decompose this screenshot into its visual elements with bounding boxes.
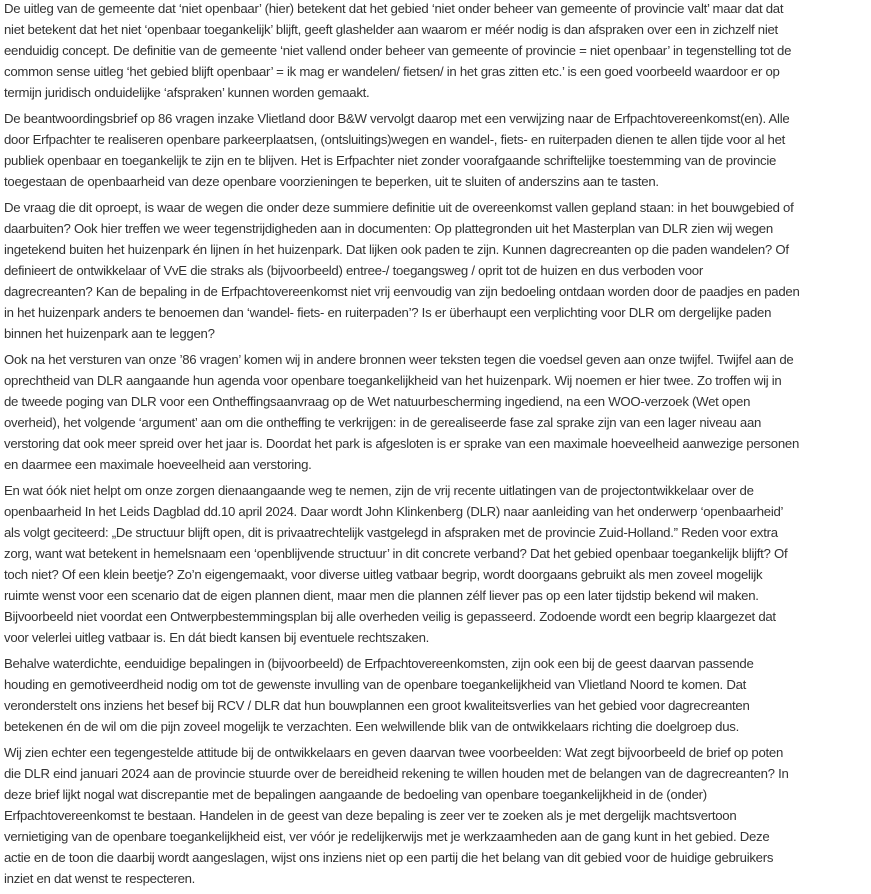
text-line: en daarmee een maximale hoeveelheid aan verstoring. bbox=[4, 457, 312, 472]
text-line: daarbuiten? Ook hier treffen we weer tegenstrijdigheden aan in documenten: Op plattegronden uit het Masterplan van DLR zien wij wegen bbox=[4, 221, 773, 236]
text-line: vernietiging van de openbare toegankelijkheid eist, ver vóór je redelijkerwijs met je werkzaamheden aan de gang kunt in het gebied. Deze bbox=[4, 829, 770, 844]
text-line: toegestaan de openbaarheid van deze openbare voorzieningen te beperken, uit te sluiten of anderszins aan te tasten. bbox=[4, 174, 659, 189]
text-line: Erfpachtovereenkomst te bestaan. Handelen in de geest van deze bepaling is zeer ver te zoeken als je met dergelijk machtsvertoon bbox=[4, 808, 737, 823]
text-line: als volgt geciteerd: „De structuur blijft open, dit is privaatrechtelijk vastgelegd in afspraken met de provincie Zuid-Holland.” Reden voor extra bbox=[4, 525, 778, 540]
paragraph-1 bbox=[4, 0, 870, 103]
text-line: common sense uitleg ‘het gebied blijft openbaar’ = ik mag er wandelen/ fietsen/ in het gras zitten etc.’ is een goed voorbeeld waardoor er op bbox=[4, 64, 780, 79]
text-line: die DLR eind januari 2024 aan de provincie stuurde over de bereidheid rekening te willen houden met de belangen van de dagrecreanten? In bbox=[4, 766, 789, 781]
text-line: niet betekent dat het niet ‘openbaar toegankelijk’ blijft, geeft glashelder aan waarom er méér nodig is dan afspraken over een in zichzelf niet bbox=[4, 22, 778, 37]
text-line: toch niet? Of een klein beetje? Zo’n eigengemaakt, voor diverse uitleg vatbaar begrip, wordt doorgaans gebruikt als men zoveel mogelijk bbox=[4, 567, 763, 582]
text-line: De beantwoordingsbrief op 86 vragen inzake Vlietland door B&W vervolgt daarop met een verwijzing naar de Erfpachtovereenkomst(en). Alle bbox=[4, 111, 790, 126]
text-line: eenduidig concept. De definitie van de gemeente ‘niet vallend onder beheer van gemeente of provincie = niet openbaar’ in tegenstelling tot de bbox=[4, 43, 792, 58]
text-line: oprechtheid van DLR aangaande hun agenda voor openbare toegankelijkheid van het huizenpark. Wij noemen er hier twee. Zo troffen wij in bbox=[4, 373, 782, 388]
text-line: ruimte wenst voor een scenario dat de eigen plannen dient, maar men die plannen zélf liever pas op een later tijdstip bekend wil maken. bbox=[4, 588, 759, 603]
text-line: definieert de ontwikkelaar of VvE die straks als (bijvoorbeeld) entree-/ toegangsweg / oprit tot de huizen en dus verboden voor bbox=[4, 263, 703, 278]
text-line: termijn juridisch onduidelijke ‘afspraken’ kunnen worden gemaakt. bbox=[4, 85, 370, 100]
text-line: ingetekend buiten het huizenpark én lijnen ín het huizenpark. Dat lijken ook paden te zijn. Kunnen dagrecreanten op die paden wandelen? Of bbox=[4, 242, 789, 257]
paragraph-6 bbox=[4, 653, 870, 737]
text-line: zorg, want wat betekent in hemelsnaam een ‘openblijvende structuur’ in dit concrete verband? Dat het gebied openbaar toegankelijk blijft? Of bbox=[4, 546, 788, 561]
text-line: door Erfpachter te realiseren openbare parkeerplaatsen, (ontsluitings)wegen en wandel-, fiets- en ruiterpaden dienen te allen tijde voor al het bbox=[4, 132, 786, 147]
text-line: Bijvoorbeeld niet voordat een Ontwerpbestemmingsplan bij alle overheden veilig is gepasseerd. Zodoende wordt een begrip klaargezet dat bbox=[4, 609, 776, 624]
text-line: veronderstelt ons inziens het besef bij RCV / DLR dat hun bouwplannen een groot kwaliteitsverlies van het gebied voor dagrecreanten bbox=[4, 698, 750, 713]
text-line: publiek openbaar en toegankelijk te zijn en te blijven. Het is Erfpachter niet zonder voorafgaande schriftelijke toestemming van de provincie bbox=[4, 153, 777, 168]
text-line: in het huizenpark anders te benoemen dan ‘wandel- fiets- en ruiterpaden’? Is er überhaupt een verplichting voor DLR om dergelijke paden bbox=[4, 305, 772, 320]
paragraph-5 bbox=[4, 480, 870, 648]
text-line: dagrecreanten? Kan de bepaling in de Erfpachtovereenkomst niet vrij eenvoudig van zijn bedoeling ontdaan worden door de paadjes en paden bbox=[4, 284, 800, 299]
text-line: actie en de toon die daarbij wordt aangeslagen, wijst ons inziens niet op een partij die het belang van dit gebied voor de huidige gebruikers bbox=[4, 850, 774, 865]
article-body bbox=[4, 0, 870, 894]
text-line: De vraag die dit oproept, is waar de wegen die onder deze summiere definitie uit de overeenkomst vallen gepland staan: in het bouwgebied of bbox=[4, 200, 794, 215]
text-line: inziet en dat wenst te respecteren. bbox=[4, 871, 196, 886]
paragraph-7 bbox=[4, 742, 870, 889]
text-line: binnen het huizenpark aan te leggen? bbox=[4, 326, 215, 341]
paragraph-2 bbox=[4, 108, 870, 192]
text-line: Ook na het versturen van onze ’86 vragen’ komen wij in andere bronnen weer teksten tegen die voedsel geven aan onze twijfel. Twijfel aan de bbox=[4, 352, 794, 367]
text-line: deze brief lijkt nogal wat discrepantie met de bepalingen aangaande de bedoeling van openbare toegankelijkheid in de (onder) bbox=[4, 787, 707, 802]
text-line: En wat óók niet helpt om onze zorgen dienaangaande weg te nemen, zijn de vrij recente uitlatingen van de projectontwikkelaar over de bbox=[4, 483, 754, 498]
paragraph-4 bbox=[4, 349, 870, 475]
text-line: openbaarheid In het Leids Dagblad dd.10 april 2024. Daar wordt John Klinkenberg (DLR) naar aanleiding van het onderwerp ‘openbaarheid’ bbox=[4, 504, 784, 519]
text-line: Wij zien echter een tegengestelde attitude bij de ontwikkelaars en geven daarvan twee voorbeelden: Wat zegt bijvoorbeeld de brief op poten bbox=[4, 745, 784, 760]
text-line: verstoring dat ook meer spreid over het jaar is. Doordat het park is afgesloten is er sprake van een maximale hoeveelheid aanwezige personen bbox=[4, 436, 800, 451]
text-line: De uitleg van de gemeente dat ‘niet openbaar’ (hier) betekent dat het gebied ‘niet onder beheer van gemeente of provincie valt’ maar dat dat bbox=[4, 1, 784, 16]
text-line: voor velerlei uitleg vatbaar is. En dát biedt kansen bij eventuele rechtszaken. bbox=[4, 630, 430, 645]
text-line: Behalve waterdichte, eenduidige bepalingen in (bijvoorbeeld) de Erfpachtovereenkomsten, zijn ook een bij de geest daarvan passende bbox=[4, 656, 754, 671]
text-line: betekenen én de wil om die pijn zoveel mogelijk te verzachten. Een welwillende blik van de ontwikkelaars richting die doelgroep dus. bbox=[4, 719, 739, 734]
text-line: houding en gemotiveerdheid nodig om tot de gewenste invulling van de openbare toegankelijkheid van Vlietland Noord te komen. Dat bbox=[4, 677, 747, 692]
text-line: overheid), het volgende ‘argument’ aan om die ontheffing te verkrijgen: in de gerealiseerde fase zal sprake zijn van een lager niveau aan bbox=[4, 415, 762, 430]
paragraph-3 bbox=[4, 197, 870, 344]
text-line: de tweede poging van DLR voor een Ontheffingsaanvraag op de Wet natuurbescherming ingediend, na een WOO-verzoek (Wet open bbox=[4, 394, 751, 409]
